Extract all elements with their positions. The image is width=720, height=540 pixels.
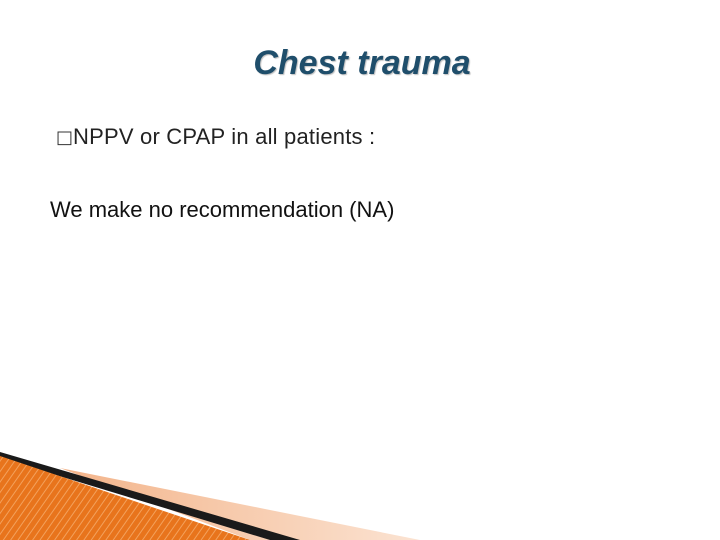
recommendation-text: We make no recommendation (NA) [50,197,395,222]
checkbox-bullet-icon: □ [56,127,74,148]
slide-title: Chest trauma [253,44,471,82]
orange-wedge [0,456,250,540]
bullet-text: NPPV or CPAP in all patients : [73,124,376,149]
dark-wedge [0,452,300,540]
bullet-item [56,124,375,150]
peach-wedge [60,468,420,540]
